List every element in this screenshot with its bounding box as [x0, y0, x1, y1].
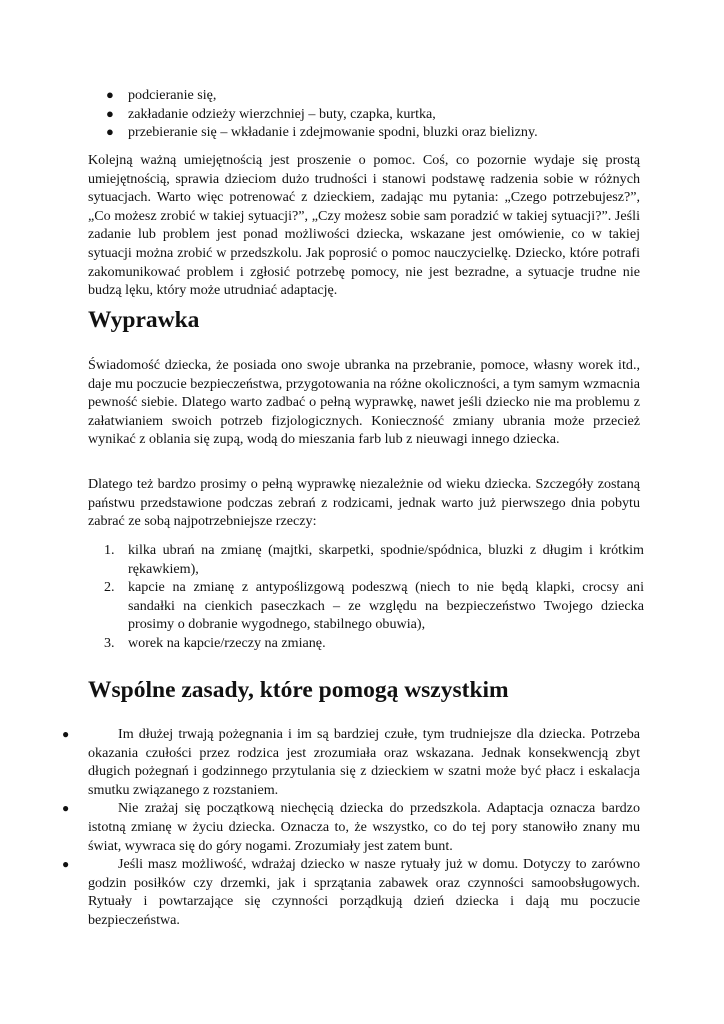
list-item-number: 2. — [104, 579, 115, 596]
bullet-icon: ● — [62, 801, 70, 816]
bullet-icon: ● — [106, 87, 114, 102]
bullet-icon: ● — [62, 727, 70, 741]
heading-wyprawka: Wyprawka — [88, 307, 200, 333]
paragraph-wyprawka-1: Świadomość dziecka, że posiada ono swoje ubranka na przebranie, pomoce, własny worek itd., daje mu poczucie bezpieczeństwa, przygotowania na różne okoliczności, a tym samym wzmacnia pewność siebie. Dlatego warto zadbać o pełną wyprawkę, nawet jeśli dziecko nie ma problemu z załatwianiem swoich potrzeb fizjologicznych. Konieczność zmiany ubrania może przecież wynikać z oblania się zupą, wodą do mieszania farb lub z nieuwagi innego dziecka. — [88, 357, 640, 448]
list-item-text: kilka ubrań na zmianę (majtki, skarpetki, spodnie/spódnica, bluzki z długim i krótkim rękawkiem), — [128, 542, 644, 577]
bullet-icon: ● — [106, 105, 114, 121]
list-item-text: kapcie na zmianę z antypoślizgową podeszwą (niech to nie będą klapki, crocsy ani sandałki na cienkich paseczkach – ze względu na bezpieczeństwo Twojego dziecka prosimy o dobranie wygodnego, stabilnego obuwia), — [128, 579, 644, 633]
list-item — [62, 855, 640, 929]
list-item-number: 3. — [104, 634, 115, 651]
list-item-text: podcieranie się, — [128, 87, 217, 103]
list-item-text: Nie zrażaj się początkową niechęcią dziecka do przedszkola. Adaptacja oznacza bardzo istotną zmianę w życiu dziecka. Oznacza to, że wszystko, co do tej pory stanowiło znany mu świat, wywraca się do góry nogami. Zrozumiały jest zatem bunt. — [88, 800, 640, 854]
list-item — [106, 86, 646, 105]
list-item — [104, 578, 644, 634]
rules-list — [62, 725, 640, 930]
list-item-text: Im dłużej trwają pożegnania i im są bardziej czułe, tym trudniejsze dla dziecka. Potrzeba okazania czułości przez rodzica jest zrozumiała oraz wskazana. Jednak konsekwencją zbyt długich pożegnań i godzinnego przytulania się z dzieckiem w szatni może być płacz i eskalacja smutku związanego z rozstaniem. — [88, 726, 640, 798]
bullet-icon: ● — [62, 857, 70, 872]
list-item — [106, 123, 646, 142]
paragraph-help: Kolejną ważną umiejętnością jest proszenie o pomoc. Coś, co pozornie wydaje się prostą umiejętnością, sprawia dzieciom dużo trudności i stanowi podstawę radzenia sobie w różnych sytuacjach. Warto więc potrenować z dzieckiem, zadając mu pytania: „Czego potrzebujesz?”, „Co możesz zrobić w takiej sytuacji?”, „Czy możesz sobie sam poradzić w takiej sytuacji?”. Jeśli zadanie lub problem jest ponad możliwości dziecka, wskazane jest omówienie, co w takiej sytuacji można zrobić w przedszkolu. Jak poprosić o pomoc nauczycielkę. Dziecko, które potrafi zakomunikować problem i zgłosić potrzebę pomocy, nie jest bezradne, a sytuacje trudne nie budzą lęku, który może utrudniać adaptację. — [88, 152, 640, 299]
paragraph-wyprawka-2: Dlatego też bardzo prosimy o pełną wyprawkę niezależnie od wieku dziecka. Szczegóły zostaną państwu przedstawione podczas zebrań z rodzicami, jednak warto już pierwszego dnia pobytu zabrać ze sobą najpotrzebniejsze rzeczy: — [88, 476, 640, 530]
list-item-text: Jeśli masz możliwość, wdrażaj dziecko w nasze rytuały już w domu. Dotyczy to zarówno godzin posiłków czy drzemki, jak i sprzątania zabawek oraz czynności samoobsługowych. Rytuały i powtarzające się czynności porządkują dzień dziecka i dają mu poczucie bezpieczeństwa. — [88, 856, 640, 928]
list-item-number: 1. — [104, 542, 115, 558]
list-item — [62, 799, 640, 855]
list-item — [104, 634, 644, 653]
list-item-text: przebieranie się – wkładanie i zdejmowanie spodni, bluzki oraz bielizny. — [128, 124, 538, 141]
numbered-list — [104, 541, 644, 653]
list-item — [104, 541, 644, 578]
top-bullet-list — [106, 86, 646, 142]
bullet-icon: ● — [106, 124, 114, 140]
list-item — [106, 105, 646, 124]
list-item — [62, 725, 640, 799]
list-item-text: zakładanie odzieży wierzchniej – buty, czapka, kurtka, — [128, 105, 436, 122]
list-item-text: worek na kapcie/rzeczy na zmianę. — [128, 634, 326, 651]
heading-zasady: Wspólne zasady, które pomogą wszystkim — [88, 677, 509, 703]
